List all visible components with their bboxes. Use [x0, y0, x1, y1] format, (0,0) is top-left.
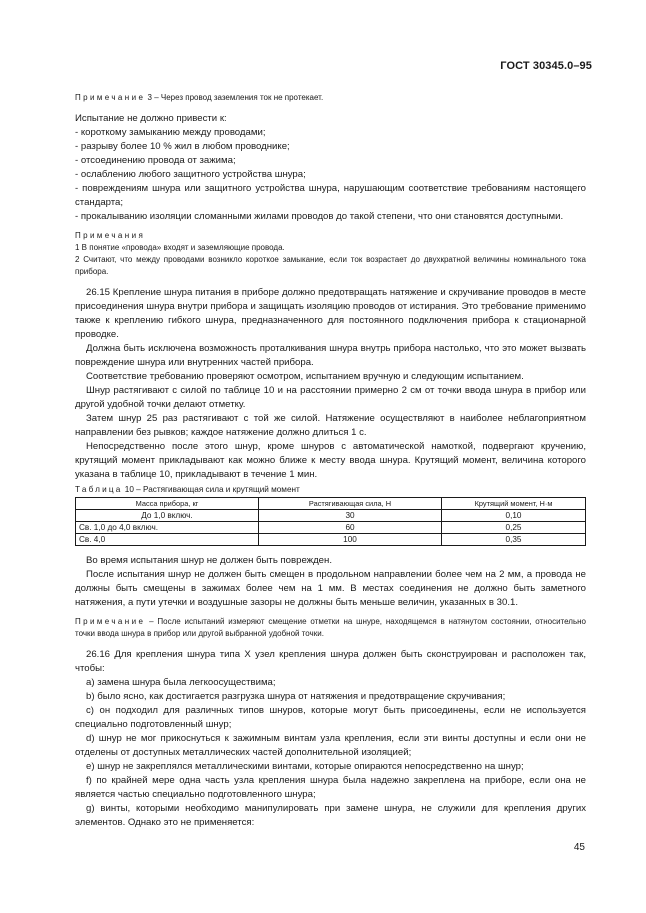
- paragraph: Соответствие требованию проверяют осмотром, испытанием вручную и следующим испытанием.: [86, 371, 524, 382]
- column-header: Крутящий момент, Н·м: [442, 498, 586, 510]
- list-item: e) шнур не закреплялся металлическими винтами, которые опираются непосредственно на шнур;: [86, 761, 524, 772]
- list-item: f) по крайней мере одна часть узла крепления шнура была надежно закреплена на приборе, если она не является частью специально подготовленного шнура;: [75, 775, 586, 800]
- note-text: – После испытаний измеряют смещение отметки на шнуре, находящемся в натянутом состоянии, относительно точки ввода шнура в прибор или другой выбранной удобной точки.: [75, 617, 586, 638]
- paragraph: Должна быть исключена возможность проталкивания шнура внутрь прибора настолько, что это может вызвать повреждение шнура или внутренних частей прибора.: [75, 343, 586, 368]
- page-number: 45: [573, 842, 585, 853]
- table-cell: 30: [259, 510, 442, 522]
- table-cell: 100: [259, 534, 442, 546]
- clause-26-15: 26.15 Крепление шнура питания в приборе должно предотвращать натяжение и скручивание проводов в месте присоединения шнура внутри прибора и защищать изоляцию проводов от истирания. Это требование применимо также к креплению гибкого шнура, предназначенного для постоянного подключения прибора к стационарной проводке.: [75, 287, 586, 340]
- paragraph: Во время испытания шнур не должен быть поврежден.: [86, 555, 332, 566]
- table-cell: До 1,0 включ.: [76, 510, 259, 522]
- list-item: c) он подходил для различных типов шнуров, которые могут быть присоединены, если не используется специально подготовленный шнур;: [75, 705, 586, 730]
- list-item: g) винты, которыми необходимо манипулировать при замене шнура, не служили для крепления других элементов. Однако это не применяется:: [75, 803, 586, 828]
- list-item: d) шнур не мог прикоснуться к зажимным винтам узла крепления, если эти винты доступны и если они не отделены от доступных металлических частей дополнительной изоляцией;: [75, 733, 586, 758]
- test-item: - повреждениям шнура или защитного устройства шнура, нарушающим соответствие требованиям настоящего стандарта;: [75, 183, 586, 208]
- test-intro: Испытание не должно привести к:: [75, 113, 227, 124]
- table-row: [76, 534, 586, 546]
- test-item: - ослаблению любого защитного устройства шнура;: [75, 169, 306, 180]
- note-3: [75, 92, 586, 104]
- notes-block-label: Примечания: [75, 231, 146, 240]
- note-item: 1 В понятие «провода» входят и заземляющие провода.: [75, 243, 285, 252]
- paragraph: Непосредственно после этого шнур, кроме шнуров с автоматической намоткой, подвергают кручению, крутящий момент прикладывают как можно ближе к месту ввода шнура. Крутящий момент, величина которого указана в таблице 10, прикладывают в течение 1 мин.: [75, 441, 586, 480]
- test-item: - отсоединению провода от зажима;: [75, 155, 236, 166]
- paragraph: Затем шнур 25 раз растягивают с той же силой. Натяжение осуществляют в наиболее неблагоприятном направлении без рывков; каждое натяжение должно длиться 1 с.: [75, 413, 586, 438]
- table-cell: 0,10: [442, 510, 586, 522]
- note-after-table: [75, 616, 586, 640]
- standard-header: ГОСТ 30345.0–95: [500, 60, 592, 72]
- table-cell: 60: [259, 522, 442, 534]
- page-content: [75, 92, 586, 830]
- table-row: [76, 510, 586, 522]
- table-cell: 0,25: [442, 522, 586, 534]
- table-10-caption: Таблица 10 – Растягивающая сила и крутящий момент: [75, 485, 300, 494]
- table-header-row: [76, 498, 586, 510]
- table-cell: Св. 1,0 до 4,0 включ.: [76, 522, 259, 534]
- list-item: а) замена шнура была легкоосуществима;: [86, 677, 276, 688]
- table-row: [76, 522, 586, 534]
- note-label: Примечание: [75, 93, 146, 102]
- column-header: Масса прибора, кг: [76, 498, 259, 510]
- paragraph: Шнур растягивают с силой по таблице 10 и на расстоянии примерно 2 см от точки ввода шнура в прибор или другой удобной точки делают отметку.: [75, 385, 586, 410]
- table-cell: Св. 4,0: [76, 534, 259, 546]
- clause-26-16: 26.16 Для крепления шнура типа X узел крепления шнура должен быть сконструирован и расположен так, чтобы:: [75, 649, 586, 674]
- note-label: Примечание: [75, 617, 146, 626]
- test-item: - разрыву более 10 % жил в любом проводнике;: [75, 141, 290, 152]
- paragraph: После испытания шнур не должен быть смещен в продольном направлении более чем на 2 мм, а провода не должны быть смещены в зажимах более чем на 1 мм. В местах соединения не должно быть заметного натяжения, а пути утечки и воздушные зазоры не должны быть меньше величин, указанных в 30.1.: [75, 569, 586, 608]
- table-cell: 0,35: [442, 534, 586, 546]
- note-item: 2 Считают, что между проводами возникло короткое замыкание, если ток возрастает до двухкратной величины номинального тока прибора.: [75, 255, 586, 276]
- table-10: [75, 497, 586, 546]
- note-text: 3 – Через провод заземления ток не протекает.: [145, 93, 324, 102]
- column-header: Растягивающая сила, Н: [259, 498, 442, 510]
- test-item: - прокалыванию изоляции сломанными жилами проводов до такой степени, что они становятся доступными.: [75, 211, 564, 222]
- list-item: b) было ясно, как достигается разгрузка шнура от натяжения и предотвращение скручивания;: [86, 691, 506, 702]
- test-item: - короткому замыканию между проводами;: [75, 127, 266, 138]
